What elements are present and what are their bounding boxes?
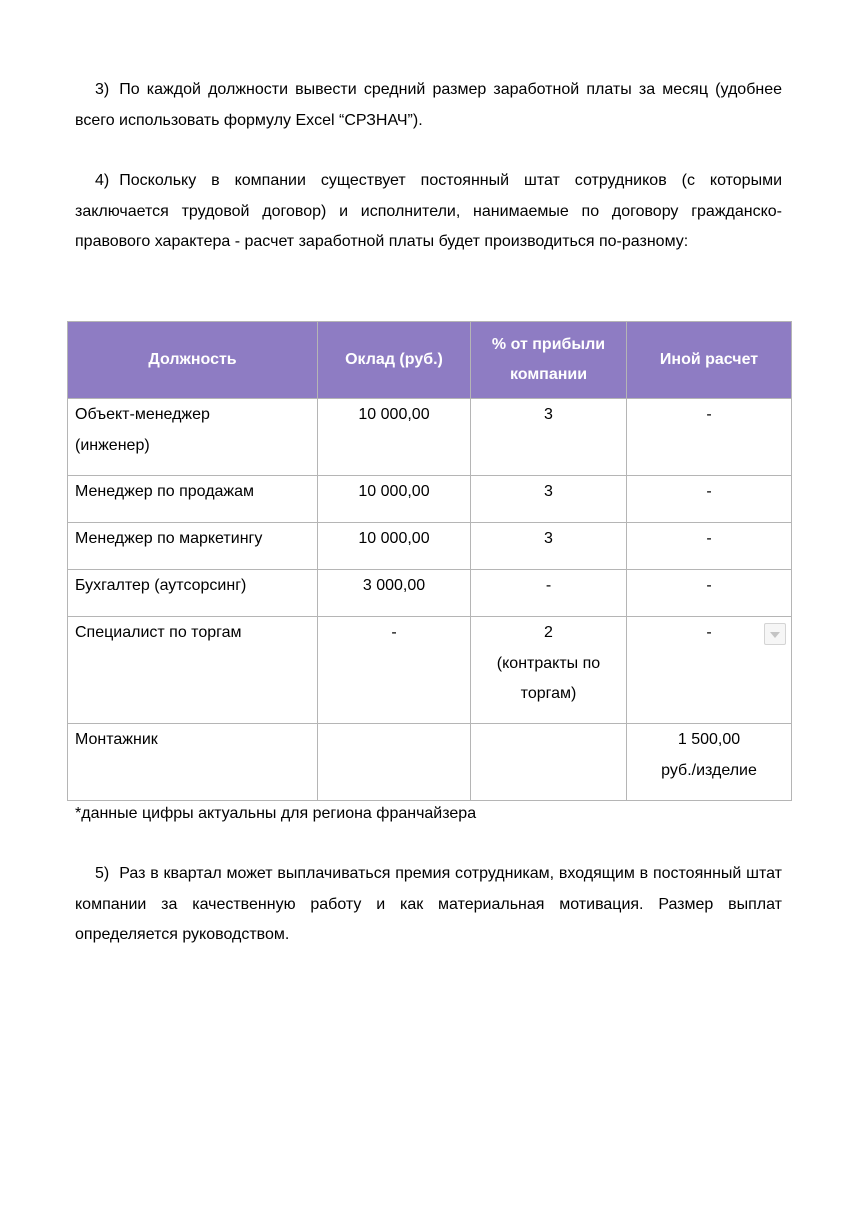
cell-other-value: - — [706, 624, 712, 641]
table-footnote: *данные цифры актуальны для региона франчайзера — [75, 805, 477, 822]
paragraph-5 — [75, 859, 782, 951]
table-header-row — [68, 322, 792, 399]
cell-position: Бухгалтер (аутсорсинг) — [68, 570, 318, 617]
cell-salary: 10 000,00 — [318, 523, 471, 570]
cell-percent-line3: торгам) — [520, 685, 577, 702]
paragraph-3-text: По каждой должности вывести средний размер заработной платы за месяц (удобнее всего использовать формулу Excel “СРЗНАЧ”). — [75, 81, 782, 129]
paragraph-5-text: Раз в квартал может выплачиваться премия сотрудникам, входящим в постоянный штат компании за качественную работу и как материальная мотивация. Размер выплат определяется руководством. — [75, 865, 782, 943]
table-row — [68, 617, 792, 724]
dropdown-filter-icon[interactable] — [764, 623, 786, 645]
cell-percent: 3 — [471, 523, 627, 570]
cell-position-line2: (инженер) — [75, 436, 150, 454]
cell-salary: 10 000,00 — [318, 476, 471, 523]
header-salary: Оклад (руб.) — [318, 322, 471, 399]
paragraph-4-text: Поскольку в компании существует постоянный штат сотрудников (с которыми заключается трудовой договор) и исполнители, нанимаемые по договору гражданско-правового характера - расчет заработной платы будет производиться по-разному: — [75, 172, 782, 250]
header-profit-percent — [471, 322, 627, 399]
cell-other: - — [627, 399, 792, 476]
cell-other: - — [627, 570, 792, 617]
table-row — [68, 476, 792, 523]
cell-percent — [471, 724, 627, 801]
paragraph-5-number: 5) — [95, 865, 110, 882]
cell-percent-line1: 2 — [544, 624, 553, 641]
cell-other-line2: руб./изделие — [661, 761, 757, 779]
table-row — [68, 523, 792, 570]
cell-other — [627, 724, 792, 801]
paragraph-3 — [75, 75, 782, 136]
salary-table — [67, 321, 792, 801]
header-profit-percent-line2: компании — [509, 366, 588, 383]
paragraph-4-number: 4) — [95, 172, 110, 189]
cell-position: Менеджер по продажам — [68, 476, 318, 523]
cell-salary: 3 000,00 — [318, 570, 471, 617]
cell-position — [68, 399, 318, 476]
cell-position: Менеджер по маркетингу — [68, 523, 318, 570]
paragraph-4 — [75, 166, 782, 258]
table-row — [68, 570, 792, 617]
cell-percent: 3 — [471, 476, 627, 523]
cell-salary: 10 000,00 — [318, 399, 471, 476]
table-row — [68, 399, 792, 476]
cell-other-line1: 1 500,00 — [677, 731, 741, 748]
cell-position-line1: Объект-менеджер — [75, 406, 210, 423]
header-other: Иной расчет — [627, 322, 792, 399]
cell-salary — [318, 724, 471, 801]
cell-other — [627, 617, 792, 724]
cell-position: Монтажник — [68, 724, 318, 801]
paragraph-3-number: 3) — [95, 81, 110, 98]
header-profit-percent-line1: % от прибыли — [491, 335, 606, 353]
cell-percent: 3 — [471, 399, 627, 476]
cell-other: - — [627, 523, 792, 570]
cell-position: Специалист по торгам — [68, 617, 318, 724]
table-row — [68, 724, 792, 801]
cell-salary: - — [318, 617, 471, 724]
cell-other: - — [627, 476, 792, 523]
header-position: Должность — [68, 322, 318, 399]
cell-percent — [471, 617, 627, 724]
cell-percent: - — [471, 570, 627, 617]
cell-percent-line2: (контракты по — [496, 654, 601, 672]
